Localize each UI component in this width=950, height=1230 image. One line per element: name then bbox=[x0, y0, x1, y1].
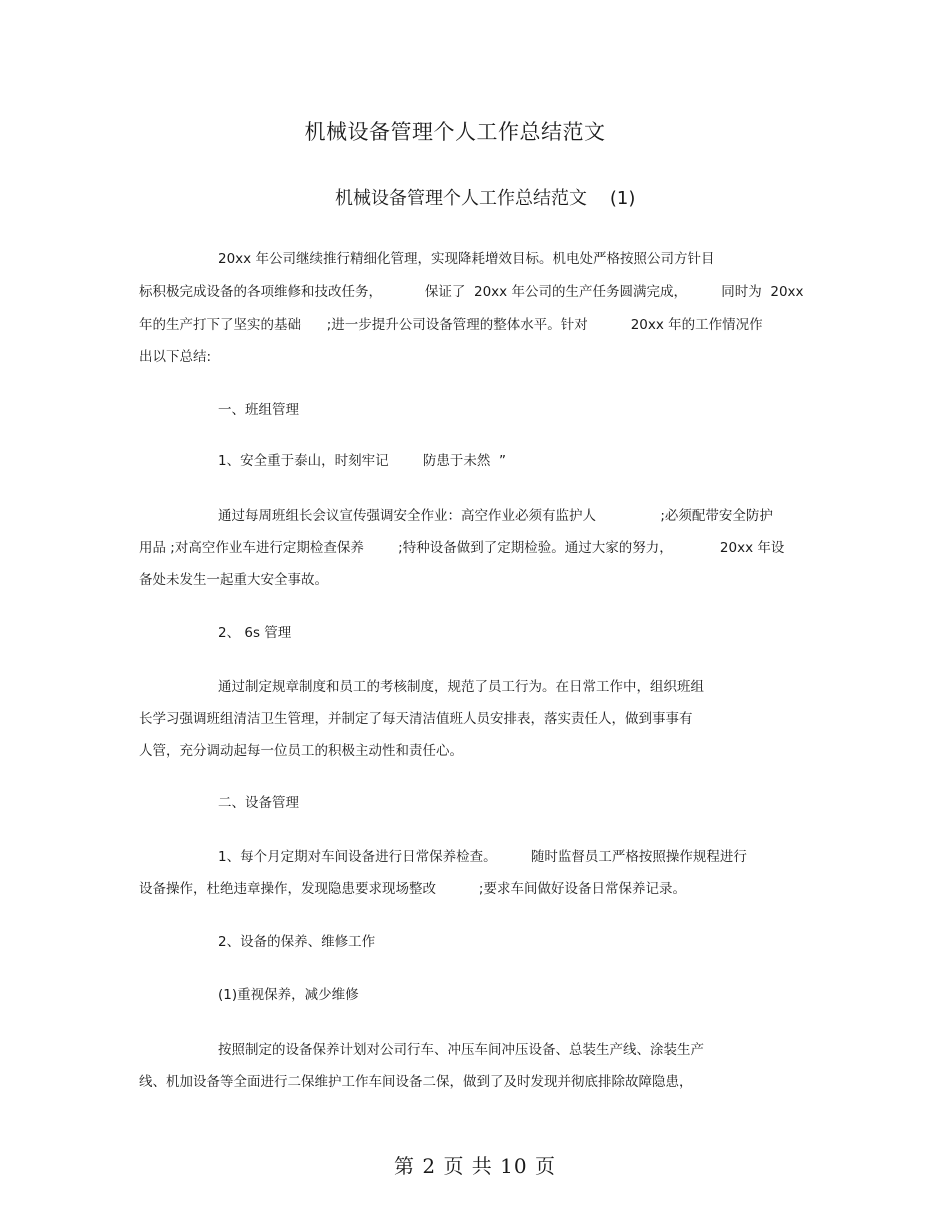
item-heading-maintenance: 2、设备的保养、维修工作 bbox=[218, 934, 376, 950]
safety-line-1: 通过每周班组长会议宣传强调安全作业：高空作业必须有监护人 ;必须配带安全防护 bbox=[218, 508, 773, 524]
intro-line-2: 标积极完成设备的各项维修和技改任务， 保证了 20xx 年公司的生产任务圆满完成， 同时为 20xx bbox=[139, 284, 804, 300]
safety-line-2: 用品 ;对高空作业车进行定期检查保养 ;特种设备做到了定期检验。通过大家的努力， 20xx 年设 bbox=[139, 540, 785, 556]
intro-line-4: 出以下总结: bbox=[139, 349, 212, 365]
equipment-item1-line-1: 1、每个月定期对车间设备进行日常保养检查。 随时监督员工严格按照操作规程进行 bbox=[218, 849, 747, 865]
section-heading-team: 一、班组管理 bbox=[218, 402, 299, 418]
intro-line-3: 年的生产打下了坚实的基础 ;进一步提升公司设备管理的整体水平。针对 20xx 年的工作情况作 bbox=[139, 317, 763, 333]
equipment-item1-line-2: 设备操作，杜绝违章操作，发现隐患要求现场整改 ;要求车间做好设备日常保养记录。 bbox=[139, 881, 686, 897]
page-footer: 第 2 页 共 10 页 bbox=[394, 1154, 556, 1178]
6s-line-3: 人管，充分调动起每一位员工的积极主动性和责任心。 bbox=[139, 743, 463, 759]
subitem-heading-maintenance: (1)重视保养，减少维修 bbox=[218, 987, 359, 1003]
maintenance-line-1: 按照制定的设备保养计划对公司行车、冲压车间冲压设备、总装生产线、涂装生产 bbox=[218, 1042, 704, 1058]
document-title: 机械设备管理个人工作总结范文 bbox=[304, 120, 606, 144]
intro-line-1: 20xx 年公司继续推行精细化管理，实现降耗增效目标。机电处严格按照公司方针目 bbox=[218, 251, 715, 267]
item-heading-6s: 2、 6s 管理 bbox=[218, 625, 292, 641]
item-heading-safety: 1、安全重于泰山，时刻牢记 防患于未然 ” bbox=[218, 453, 506, 469]
section-heading-equipment: 二、设备管理 bbox=[218, 795, 299, 811]
document-subtitle: 机械设备管理个人工作总结范文 (1) bbox=[335, 188, 636, 209]
maintenance-line-2: 线、机加设备等全面进行二保维护工作车间设备二保，做到了及时发现并彻底排除故障隐患， bbox=[139, 1074, 693, 1090]
6s-line-1: 通过制定规章制度和员工的考核制度，规范了员工行为。在日常工作中，组织班组 bbox=[218, 679, 704, 695]
6s-line-2: 长学习强调班组清洁卫生管理，并制定了每天清洁值班人员安排表，落实责任人，做到事事有 bbox=[139, 711, 693, 727]
safety-line-3: 备处未发生一起重大安全事故。 bbox=[139, 572, 328, 588]
